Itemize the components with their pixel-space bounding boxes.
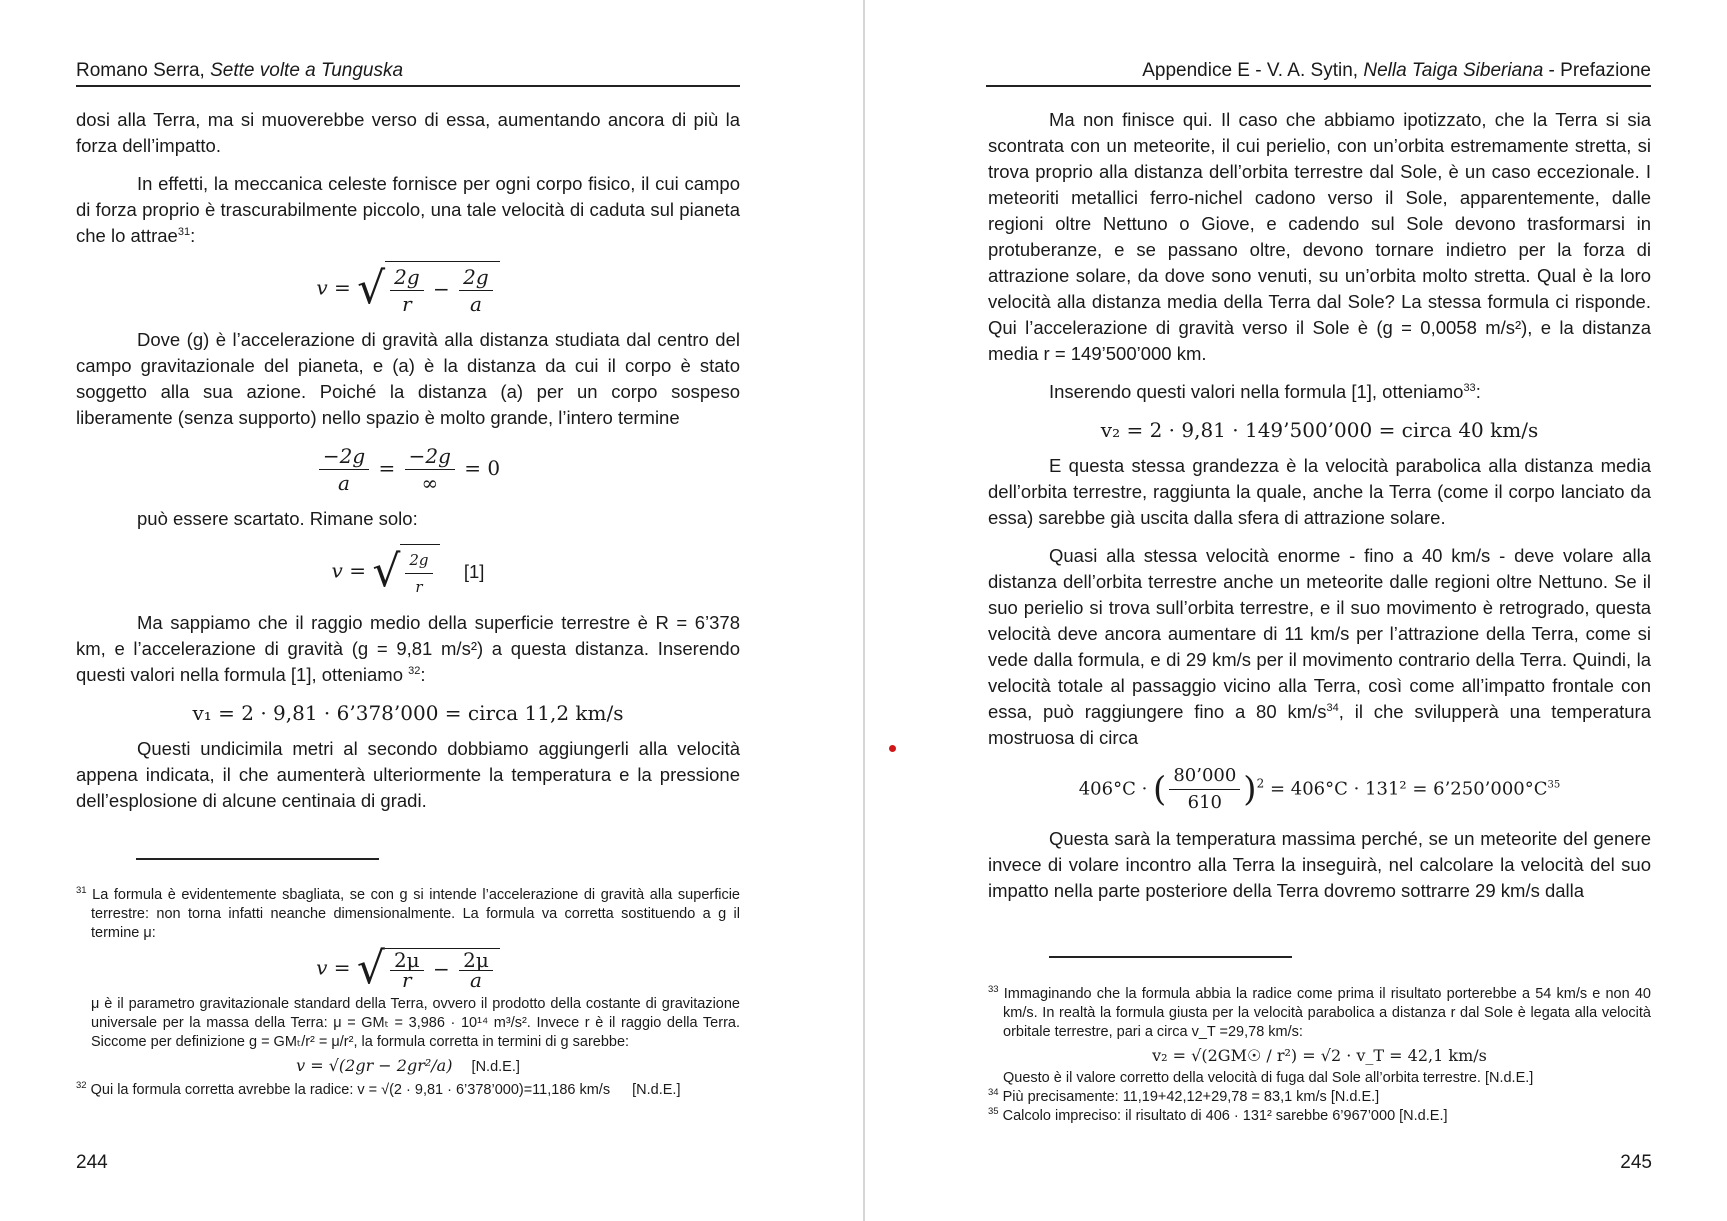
footnote-33: $^{33}$ Immaginando che la formula abbia la radice come prima il risultato porterebbe a 54 km/s e non 40 km/s. In realtà la formula giusta per la velocità parabolica a distanza r dal Sole è legata alla velocità orbitale terrestre, pari a circa v_T =29,78 km/s: <box>988 984 1651 1040</box>
paragraph: Inserendo questi valori nella formula [1], otteniamo$^{33}$: <box>1049 381 1481 402</box>
footnote-35: $^{35}$ Calcolo impreciso: il risultato di 406 · 131² sarebbe 6’967’000 [N.d.E.] <box>988 1106 1448 1124</box>
equation-term-zero: $\frac{-2g}{a}$ = $\frac{-2g}{\infty}$ = 0 <box>76 443 740 496</box>
footnote-ref[interactable]: 34 <box>1326 701 1339 714</box>
equation-velocity: v = √ $\frac{2g}{r}$ − $\frac{2g}{a}$ <box>76 261 740 317</box>
equation-v2: v₂ = 2 · 9,81 · 149’500’000 = circa 40 km/s <box>1100 418 1539 442</box>
header-book-title: Sette volte a Tunguska <box>210 60 404 81</box>
equation-temperature: 406°C · ( $\frac{80’000}{610}$ )$^2 = 406^\circ C \cdot 131^2 = 6’250’000^\circ C^{35}$ <box>1078 765 1561 813</box>
footnote-separator <box>1049 956 1292 958</box>
paragraph: Dove (g) è l’accelerazione di gravità alla distanza studiata dal centro del campo gravitazionale del pianeta, e (a) è la distanza da cui il corpo è stato soggetto alla sua azione. Poiché la distanza (a) per un corpo sospeso liberamente (senza supporto) nello spazio è molto grande, l’intero termine <box>76 329 740 428</box>
right-footnotes <box>988 985 1651 1126</box>
paragraph: Ma sappiamo che il raggio medio della superficie terrestre è R = 6’378 km, e l’accelerazione di gravità (g = 9,81 m/s²) a questa distanza. Inserendo questi valori nella formula [1], otteniamo $^{32}$: <box>76 612 740 685</box>
paragraph: dosi alla Terra, ma si muoverebbe verso di essa, aumentando ancora di più la forza dell’impatto. <box>76 109 740 156</box>
footnote-31-continued: μ è il parametro gravitazionale standard della Terra, ovvero il prodotto della costante di gravitazione universale per la massa della Terra: μ = GMₜ = 3,986 · 10¹⁴ m³/s². Invece r è il raggio della Terra. Siccome per definizione g = GMₜ/r² = μ/r², la formula corretta in termini di g sarebbe: <box>91 996 740 1050</box>
paragraph: Questi undicimila metri al secondo dobbiamo aggiungerli alla velocità appena indicata, il che aumenterà ulteriormente la temperatura e la pressione dell’esplosione di alcune centinaia di gradi. <box>76 738 740 811</box>
paragraph: Quasi alla stessa velocità enorme - fino a 40 km/s - deve volare alla distanza dell’orbita terrestre anche un meteorite dalle regioni oltre Nettuno. Se il suo perielio si trova sull’orbita terrestre, e il suo movimento è retrogrado, questa velocità deve ancora aumentare di 11 km/s per l’attrazione della Terra, come si vede dalla formula, e di 29 km/s per il movimento contrario della Terra. Quindi, la velocità totale al passaggio vicino alla Terra, così come all’impatto frontale con essa, può raggiungere fino a 80 $km/s^{34}$, il che svilupperà una temperatura mostruosa di circa <box>988 545 1651 748</box>
left-body-text <box>76 107 740 826</box>
header-appendix: Appendice E - V. A. Sytin, <box>1142 60 1359 81</box>
book-spine <box>863 0 865 1221</box>
equation-v1: v₁ = 2 · 9,81 · 6’378’000 = circa 11,2 km/s <box>192 701 624 725</box>
header-section: - Prefazione <box>1548 60 1651 81</box>
page-number: 244 <box>76 1152 108 1173</box>
page-number: 245 <box>1620 1152 1652 1173</box>
right-body-text <box>988 107 1651 916</box>
footnote-equation: v₂ = √(2GM☉ / r²) = √2 · v_T = 42,1 km/s <box>1152 1046 1487 1065</box>
header-book-title: Nella Taiga Siberiana <box>1363 60 1544 81</box>
paragraph: Questa sarà la temperatura massima perché, se un meteorite del genere invece di volare incontro alla Terra la inseguirà, nel calcolare la velocità del suo impatto nella parte posteriore della Terra dovremo sottrarre 29 km/s dalla <box>988 828 1651 901</box>
left-footnotes <box>76 886 740 1100</box>
paragraph: Ma non finisce qui. Il caso che abbiamo ipotizzato, che la Terra si sia scontrata con un meteorite, il cui perielio, con un’orbita estremamente stretta, si trova proprio alla distanza dell’orbita terrestre dal Sole, è un caso eccezionale. I meteoriti metallici ferro-nichel cadono verso il Sole, apparentemente, dalle regioni oltre Nettuno o Giove, e cadendo sul Sole devono trasformarsi in protuberanze, e se passano oltre, devono tornare indietro per la forza di attrazione solare, da dove sono venuti, su un’orbita molto stretta. Qual è la loro velocità alla distanza media della Terra dal Sole? La stessa formula ci risponde. Qui l’accelerazione di gravità verso il Sole è (g = 0,0058 m/s²), e la distanza media r = 149’500’000 km. <box>988 109 1651 364</box>
footnote-equation: v = √ $\frac{2\mu}{r}$ − $\frac{2\mu}{a}$ <box>76 947 740 991</box>
left-running-header <box>76 60 740 87</box>
footnote-separator <box>136 858 379 860</box>
footnote-33-continued: Questo è il valore corretto della velocità di fuga dal Sole all’orbita terrestre. [N.d.E.] <box>1003 1070 1534 1086</box>
footnote-ref[interactable]: 35 <box>1547 779 1561 791</box>
footnote-31: $^{31}$ La formula è evidentemente sbagliata, se con g si intende l’accelerazione di gravità alla superficie terrestre: non torna infatti neanche dimensionalmente. La formula va corretta sostituendo a g il termine μ: <box>76 885 740 941</box>
right-running-header <box>986 60 1651 87</box>
paragraph: In effetti, la meccanica celeste fornisce per ogni corpo fisico, il cui campo di forza proprio è trascurabilmente piccolo, una tale velocità di caduta sul pianeta che lo attrae$^{31}$: <box>76 173 740 246</box>
footnote-equation: v = √(2gr − 2gr²/a) [N.d.E.] <box>296 1056 520 1075</box>
header-author: Romano Serra, <box>76 60 205 81</box>
footnote-ref[interactable]: 31 <box>177 225 191 238</box>
footnote-ref[interactable]: 32 <box>408 664 421 677</box>
footnote-32: $^{32}$ Qui la formula corretta avrebbe la radice: v = √(2 · 9,81 · 6’378’000)=11,186 km/s [N.d.E.] <box>76 1080 681 1098</box>
footnote-ref[interactable]: 33 <box>1463 381 1476 394</box>
paragraph: può essere scartato. Rimane solo: <box>137 508 418 529</box>
left-page <box>0 0 860 1221</box>
footnote-34: $^{34}$ Più precisamente: 11,19+42,12+29,78 = 83,1 km/s [N.d.E.] <box>988 1087 1380 1105</box>
right-page <box>866 0 1727 1221</box>
paragraph: E questa stessa grandezza è la velocità parabolica alla distanza media dell’orbita terrestre, raggiunta la quale, anche la Terra (come il corpo lanciato da essa) sarebbe già uscita dalla sfera di attrazione solare. <box>988 455 1651 528</box>
equation-1: v = √ $\frac{2g}{r}$ [1] <box>76 544 740 600</box>
